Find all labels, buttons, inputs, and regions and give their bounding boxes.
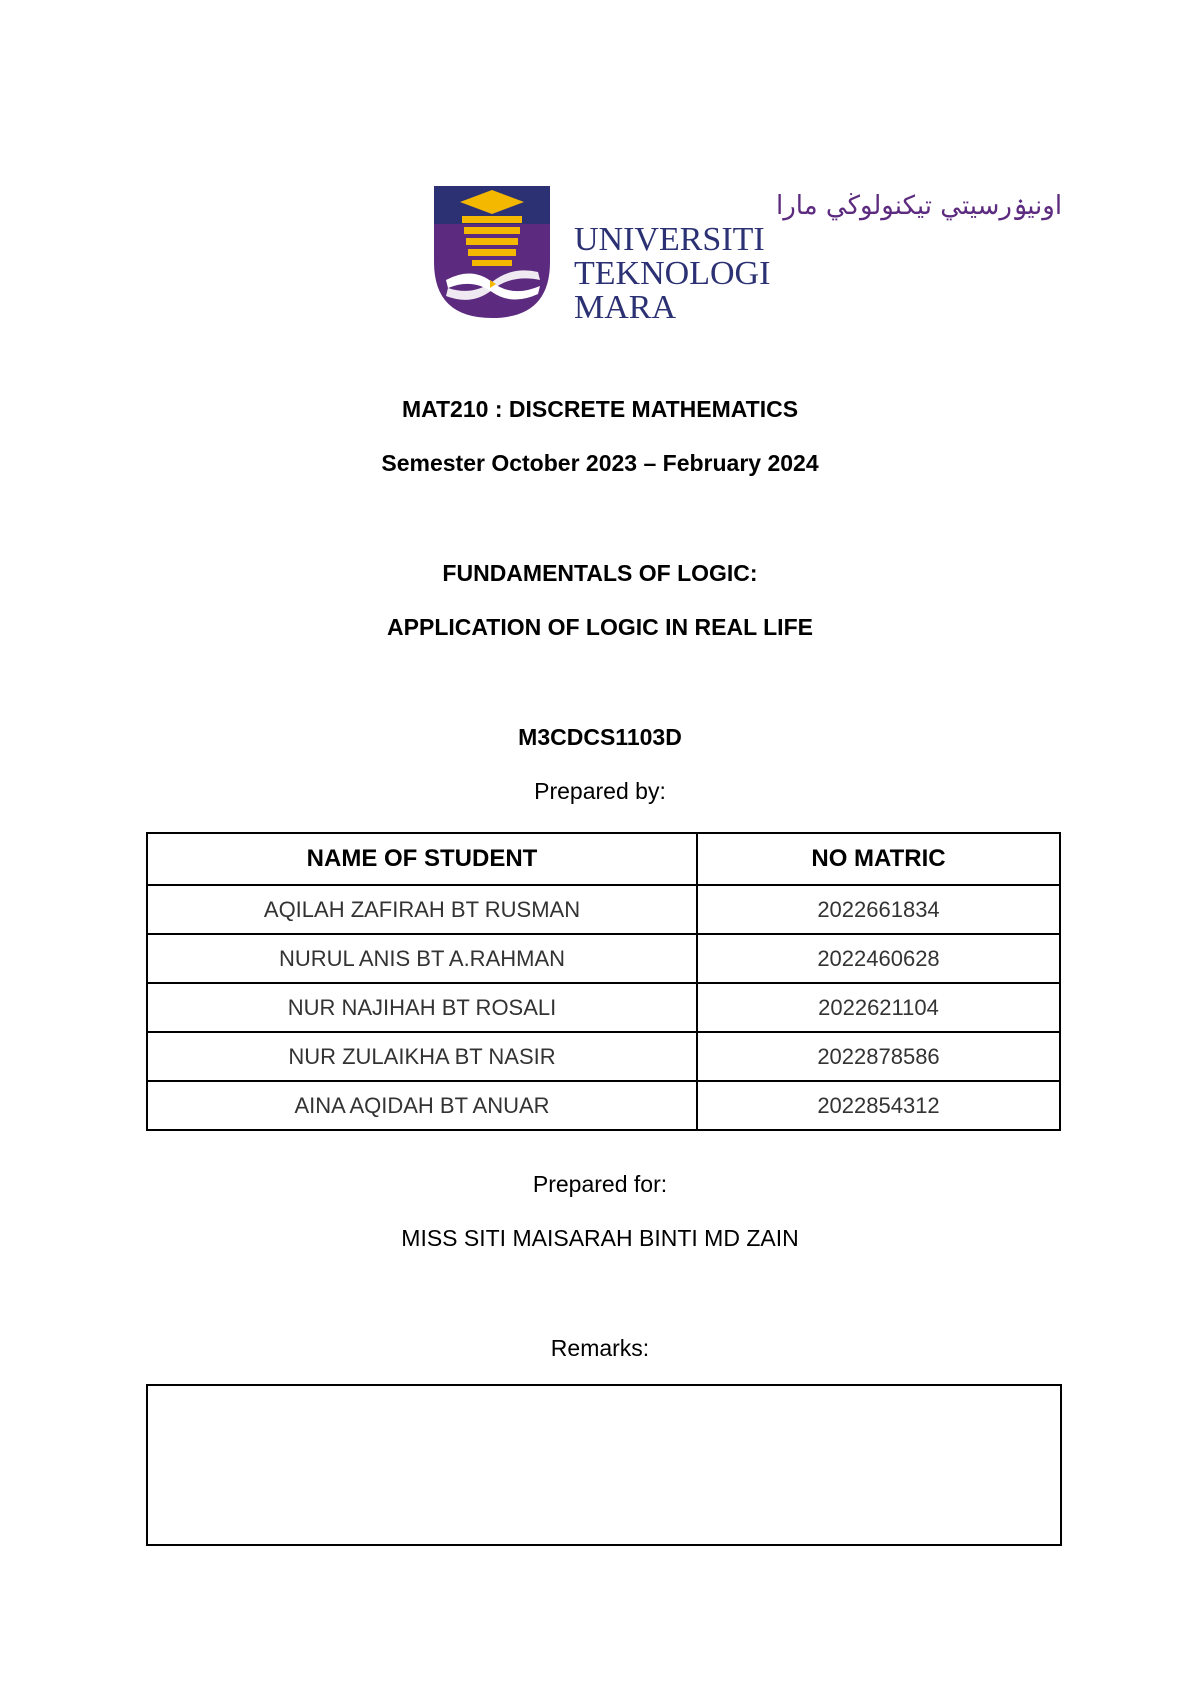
group-code: M3CDCS1103D	[518, 724, 682, 750]
table-row	[147, 885, 1060, 934]
table-row	[147, 934, 1060, 983]
table-row	[147, 1032, 1060, 1081]
lecturer-name: MISS SITI MAISARAH BINTI MD ZAIN	[401, 1225, 799, 1251]
student-matric: 2022460628	[697, 934, 1060, 983]
student-name: NUR NAJIHAH BT ROSALI	[147, 983, 697, 1032]
header-name-of-student: NAME OF STUDENT	[147, 833, 697, 885]
table-row	[147, 1081, 1060, 1130]
logo-line-teknologi: TEKNOLOGI	[574, 255, 771, 292]
university-logo	[432, 184, 1063, 326]
semester-line: Semester October 2023 – February 2024	[381, 450, 819, 476]
course-title: MAT210 : DISCRETE MATHEMATICS	[401, 396, 799, 422]
logo-line-mara: MARA	[574, 289, 677, 326]
student-name: AINA AQIDAH BT ANUAR	[147, 1081, 697, 1130]
students-table	[146, 832, 1061, 1131]
logo-line-universiti: UNIVERSITI	[574, 221, 765, 258]
topic-title: FUNDAMENTALS OF LOGIC:	[442, 560, 758, 586]
table-header-row	[147, 833, 1060, 885]
student-matric: 2022878586	[697, 1032, 1060, 1081]
logo-jawi-text: اونيۏرسيتي تيكنولوڬي مارا	[776, 191, 1063, 221]
student-matric: 2022661834	[697, 885, 1060, 934]
student-matric: 2022621104	[697, 983, 1060, 1032]
uitm-crest-icon	[434, 186, 550, 318]
remarks-box	[146, 1384, 1062, 1546]
student-name: NUR ZULAIKHA BT NASIR	[147, 1032, 697, 1081]
student-name: NURUL ANIS BT A.RAHMAN	[147, 934, 697, 983]
header-no-matric: NO MATRIC	[697, 833, 1060, 885]
prepared-for-label: Prepared for:	[532, 1171, 668, 1197]
student-matric: 2022854312	[697, 1081, 1060, 1130]
prepared-by-label: Prepared by:	[534, 778, 666, 804]
table-row	[147, 983, 1060, 1032]
topic-subtitle: APPLICATION OF LOGIC IN REAL LIFE	[387, 614, 813, 640]
student-name: AQILAH ZAFIRAH BT RUSMAN	[147, 885, 697, 934]
remarks-label: Remarks:	[550, 1335, 650, 1361]
